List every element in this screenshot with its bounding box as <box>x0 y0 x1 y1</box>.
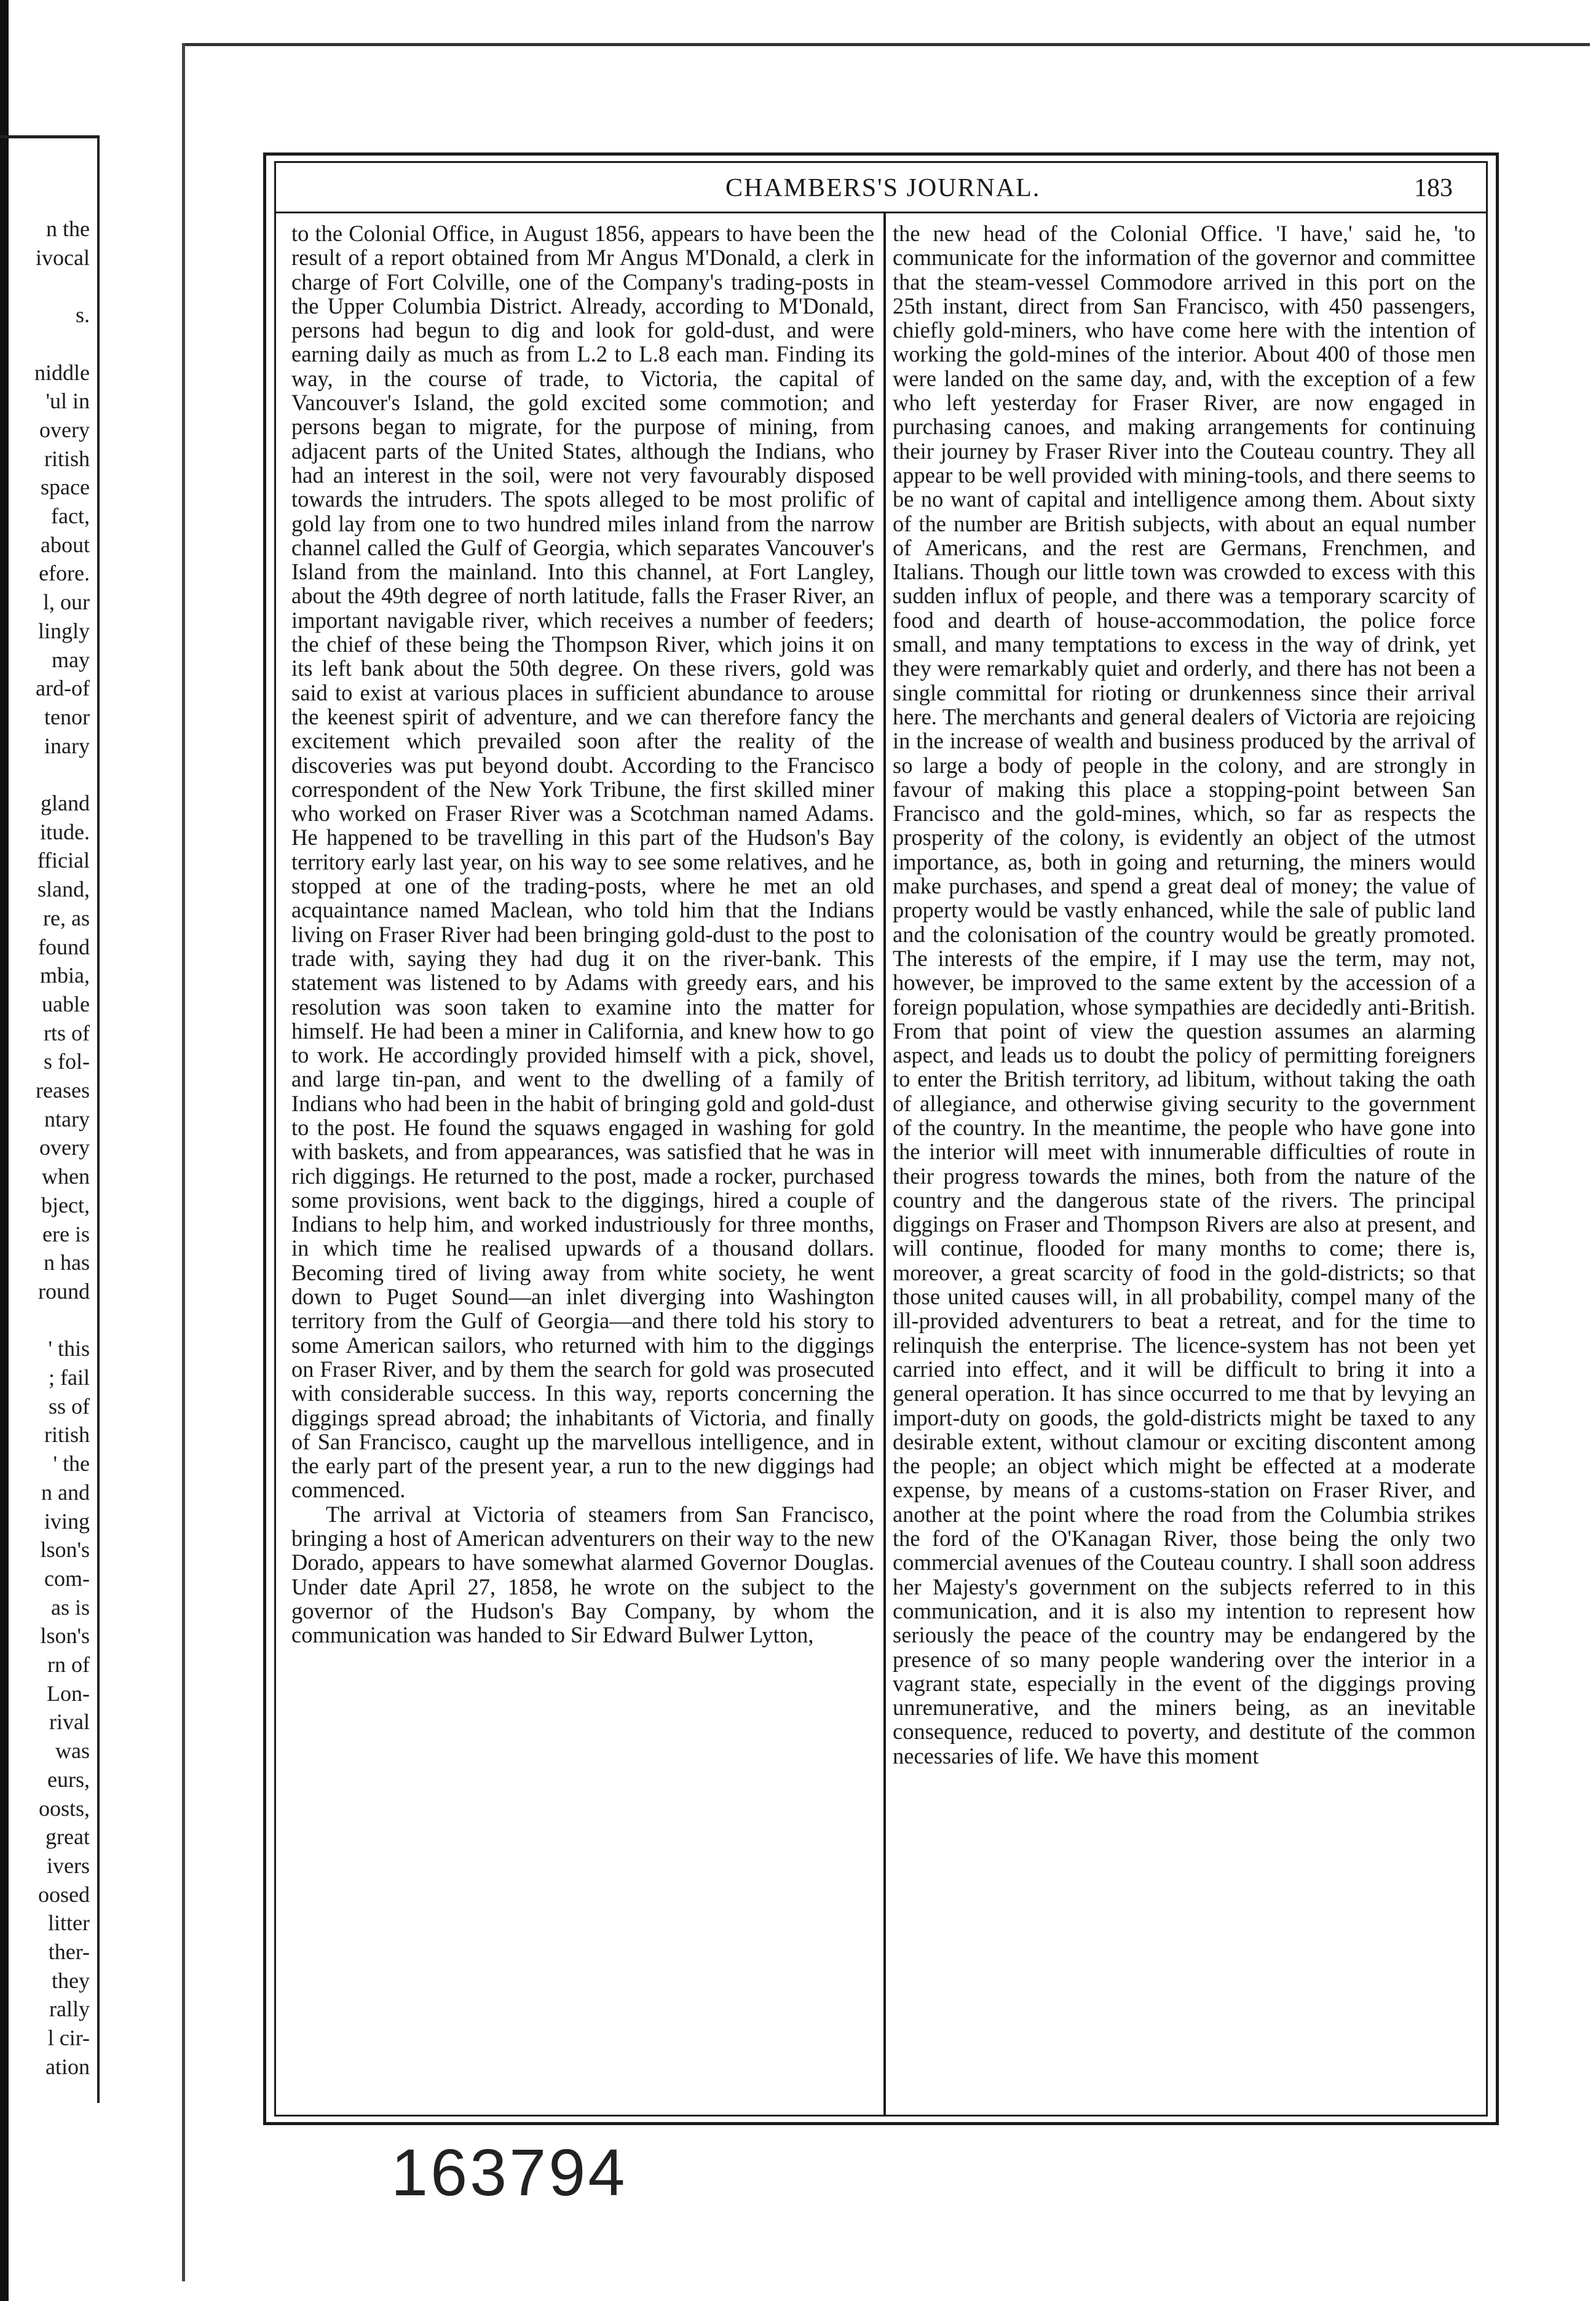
previous-page-line: rts of <box>44 1020 90 1045</box>
running-title: CHAMBERS'S JOURNAL. <box>725 174 1041 202</box>
left-column-paragraph-1: to the Colonial Office, in August 1856, appears to have been the result of a report obtained from Mr Angus M'Donald, a clerk in charge of Fort Colville, one of the Company's trading-posts in the Upper Columbia District. Already, according to M'Donald, persons had begun to dig and look for gold-dust, and were earning daily as much as from L.2 to L.8 each man. Finding its way, in the course of trade, to Victoria, the capital of Vancouver's Island, the gold excited some commotion; and persons began to migrate, for the purpose of mining, from adjacent parts of the United States, although the Indians, who had an interest in the soil, were not very favourably disposed towards the intruders. The spots alleged to be most prolific of gold lay from one to two hundred miles inland from the narrow channel called the Gulf of Georgia, which separates Vancouver's Island from the mainland. Into this channel, at Fort Langley, about the 49th degree of north latitude, falls the Fraser River, an important navigable river, which receives a number of feeders; the chief of these being the Thompson River, which joins it on its left bank about the 50th degree. On these rivers, gold was said to exist at various places in sufficient abundance to arouse the keenest spirit of adventure, and we can therefore fancy the excitement which prevailed soon after the reality of the discoveries was put beyond doubt. According to the Francisco correspondent of the New York Tribune, the first skilled miner who worked on Fraser River was a Scotchman named Adams. He happened to be travelling in this part of the Hudson's Bay territory early last year, on his way to see some relatives, and he stopped at one of the trading-posts, where he met an old acquaintance named Maclean, who told him that the Indians living on Fraser River had been bringing gold-dust to the post to trade with, saying they had dug it on the river-bank. This statement was listened to by Adams with greedy ears, and his resolution was soon taken to examine into the matter for himself. He had been a miner in California, and knew how to go to work. He accordingly provided himself with a pick, shovel, and large tin-pan, and went to the dwelling of a family of Indians who had been in the habit of bringing gold and gold-dust to the post. He found the squaws engaged in washing for gold with baskets, and from appearances, was satisfied that he was in rich diggings. He returned to the post, made a rocker, purchased some provisions, went back to the diggings, hired a couple of Indians to help him, and worked industriously for three months, in which time he realised upwards of a thousand dollars. Becoming tired of living away from white society, he went down to Puget Sound—an inlet diverging into Washington territory from the Gulf of Georgia—and there told his story to some American sailors, who returned with him to the diggings on Fraser River, and by them the search for gold was prosecuted with considerable success. In this way, reports concerning the diggings spread abroad; the inhabitants of Victoria, and finally of San Francisco, caught up the marvellous intelligence, and in the early part of the present year, a run to the new diggings had commenced. <box>291 221 874 1503</box>
previous-page-line: ard-of <box>36 676 90 701</box>
left-column <box>291 221 874 1647</box>
previous-page-line: itude. <box>40 819 90 844</box>
previous-page-line: n and <box>41 1479 90 1505</box>
previous-page-line: ther- <box>48 1939 90 1964</box>
previous-page-line: fact, <box>51 504 90 528</box>
right-column <box>893 221 1476 1768</box>
previous-page-line: space <box>41 475 90 500</box>
previous-page-line: n has <box>44 1250 90 1275</box>
previous-page-line: lson's <box>40 1623 90 1649</box>
previous-page-line: was <box>55 1738 90 1764</box>
previous-page-line: ritish <box>44 446 90 471</box>
previous-page-line: n the <box>46 216 90 241</box>
previous-page-line: Lon- <box>47 1681 90 1706</box>
previous-page-line: oosts, <box>38 1796 90 1821</box>
previous-page-line: iving <box>44 1508 90 1534</box>
previous-page-line: s fol- <box>44 1049 90 1074</box>
previous-page-line: rally <box>49 1997 90 2022</box>
page-top-edge <box>182 43 1590 46</box>
previous-page-line: s. <box>75 303 90 328</box>
previous-page-fragment <box>0 135 100 2103</box>
previous-page-line: ivocal <box>36 245 90 270</box>
previous-page-line: lingly <box>38 618 90 643</box>
previous-page-line: may <box>52 647 90 672</box>
previous-page-line: ; fail <box>49 1365 90 1390</box>
previous-page-line: efore. <box>39 561 90 586</box>
page-left-edge <box>182 43 185 2281</box>
previous-page-line: overy <box>39 417 90 442</box>
previous-page-line: great <box>45 1824 90 1850</box>
previous-page-line: oosed <box>38 1882 90 1907</box>
previous-page-line: ivers <box>47 1853 90 1878</box>
previous-page-line: rival <box>49 1709 90 1735</box>
previous-page-line: when <box>42 1164 90 1189</box>
previous-page-line: as is <box>51 1594 90 1620</box>
previous-page-line: inary <box>44 733 90 758</box>
previous-page-line: l, our <box>43 590 90 615</box>
previous-page-line: ation <box>45 2054 90 2079</box>
previous-page-line: lson's <box>40 1537 90 1562</box>
previous-page-line: they <box>52 1968 90 1993</box>
previous-page-line: com- <box>44 1566 90 1591</box>
page-number: 183 <box>1414 174 1453 202</box>
previous-page-line: ritish <box>44 1422 90 1448</box>
previous-page-line: mbia, <box>40 963 90 988</box>
previous-page-line: gland <box>41 791 90 815</box>
previous-page-line: tenor <box>44 704 90 729</box>
right-column-paragraph-1: the new head of the Colonial Office. 'I have,' said he, 'to communicate for the information of the governor and committee that the steam-vessel Commodore arrived in this port on the 25th instant, direct from San Francisco, with 450 passengers, chiefly gold-miners, who have come here with the intention of working the gold-mines of the interior. About 400 of those men were landed on the same day, and, with the exception of a few who left yesterday for Fraser River, are now engaged in purchasing canoes, and making arrangements for continuing their journey by Fraser River into the Couteau country. They all appear to be well provided with mining-tools, and there seems to be no want of capital and intelligence among them. About sixty of the number are British subjects, with about an equal number of Americans, and the rest are Germans, Frenchmen, and Italians. Though our little town was crowded to excess with this sudden influx of people, and there was a temporary scarcity of food and dearth of house-accommodation, the police force small, and many temptations to excess in the way of drink, yet they were remarkably quiet and orderly, and there has not been a single committal for rioting or drunkenness since their arrival here. The merchants and general dealers of Victoria are rejoicing in the increase of wealth and business produced by the arrival of so large a body of people in the colony, and are strongly in favour of making this place a stopping-point between San Francisco and the gold-mines, which, so far as respects the prosperity of the colony, is evidently an object of the utmost importance, as, both in going and returning, the miners would make purchases, and spend a great deal of money; the value of property would be vastly enhanced, while the sale of public land and the colonisation of the country would be greatly promoted. The interests of the empire, if I may use the term, may not, however, be improved to the same extent by the accession of a foreign population, whose sympathies are decidedly anti-British. From that point of view the question assumes an alarming aspect, and leads us to doubt the policy of permitting foreigners to enter the British territory, ad libitum, without taking the oath of allegiance, and otherwise giving security to the government of the country. In the meantime, the people who have gone into the interior will meet with innumerable difficulties of route in their progress towards the mines, both from the nature of the country and the dangerous state of the rivers. The principal diggings on Fraser and Thompson Rivers are also at present, and will continue, flooded for many months to come; there is, moreover, a great scarcity of food in the gold-districts; so that those united causes will, in all probability, compel many of the ill-provided adventurers to beat a retreat, and for the time to relinquish the enterprise. The licence-system has not been yet carried into effect, and it will be difficult to bring it into a general operation. It has since occurred to me that by levying an import-duty on goods, the gold-districts might be taxed to any desirable extent, without clamour or exciting discontent among the people; an object which might be effected at a moderate expense, by means of a customs-station on Fraser River, and another at the point where the road from the Columbia strikes the ford of the O'Kanagan River, those being the only two commercial avenues of the Couteau country. I shall soon address her Majesty's government on the subjects referred to in this communication, and it is also my intention to represent how seriously the peace of the country may be endangered by the presence of so many people wandering over the interior in a vagrant state, especially in the event of the diggings proving unremunerative, and the miners being, as an inevitable consequence, reduced to poverty, and destitute of the common necessaries of life. We have this moment <box>893 221 1476 1768</box>
previous-page-line: rn of <box>47 1652 90 1677</box>
previous-page-rule <box>0 135 97 138</box>
previous-page-line: litter <box>48 1911 90 1936</box>
previous-page-line: eurs, <box>47 1767 90 1792</box>
left-column-paragraph-2: The arrival at Victoria of steamers from San Francisco, bringing a host of American adventurers on their way to the new Dorado, appears to have somewhat alarmed Governor Douglas. Under date April 27, 1858, he wrote on the subject to the governor of the Hudson's Bay Company, by whom the communication was handed to Sir Edward Bulwer Lytton, <box>291 1501 874 1648</box>
previous-page-line: ' this <box>48 1336 90 1361</box>
previous-page-line: 'ul in <box>45 389 90 414</box>
previous-page-line: fficial <box>37 848 90 873</box>
previous-page-line: uable <box>42 991 90 1016</box>
previous-page-line: sland, <box>38 877 90 902</box>
previous-page-line: round <box>38 1278 90 1304</box>
previous-page-line: re, as <box>43 905 90 930</box>
previous-page-line: ss of <box>48 1393 90 1419</box>
previous-page-line: bject, <box>41 1192 90 1218</box>
previous-page-line: overy <box>39 1135 90 1160</box>
previous-page-line: ntary <box>44 1106 90 1131</box>
previous-page-line: l cir- <box>47 2026 90 2051</box>
previous-page-line: ' the <box>53 1451 90 1476</box>
column-divider <box>883 213 886 2116</box>
previous-page-line: found <box>38 934 90 959</box>
accession-stamp-number: 163794 <box>391 2135 628 2209</box>
previous-page-line: about <box>41 532 90 557</box>
previous-page-line: niddle <box>34 360 90 385</box>
header-rule <box>274 212 1488 213</box>
previous-page-line: reases <box>36 1078 90 1103</box>
previous-page-line: ere is <box>42 1221 90 1246</box>
